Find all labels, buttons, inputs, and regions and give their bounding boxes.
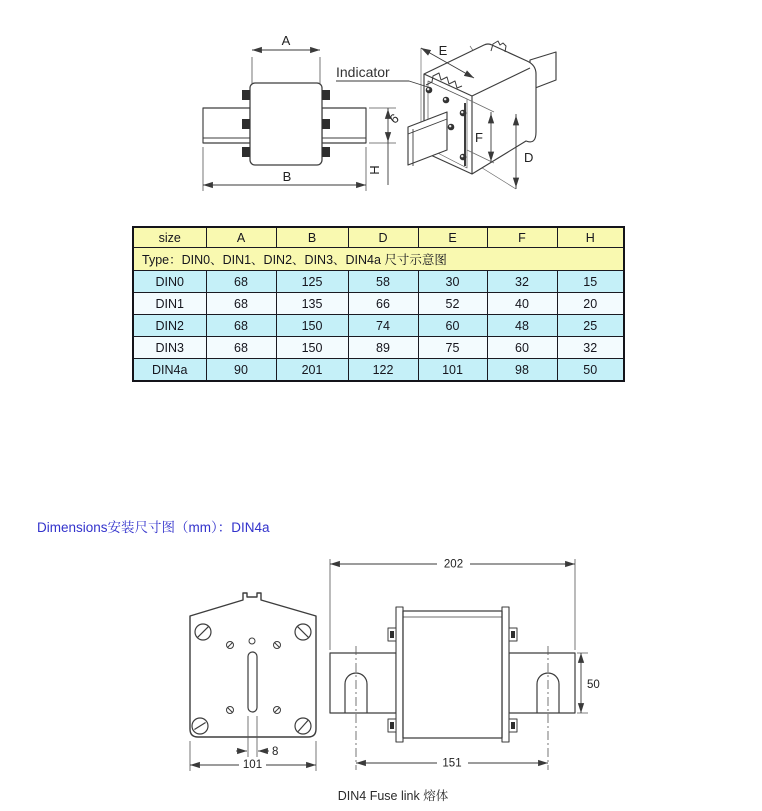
column-header-F: F xyxy=(487,227,557,248)
row-size-label: DIN4a xyxy=(133,359,206,382)
drawing-caption: DIN4 Fuse link 熔体 xyxy=(337,789,449,803)
row-size-label: DIN2 xyxy=(133,315,206,337)
row-size-label: DIN1 xyxy=(133,293,206,315)
table-row-DIN3 xyxy=(133,337,624,359)
dimension-value: 58 xyxy=(348,271,418,293)
table-row-DIN2 xyxy=(133,315,624,337)
dimension-value: 90 xyxy=(206,359,276,382)
table-title-row xyxy=(133,248,624,271)
dimension-value: 68 xyxy=(206,337,276,359)
din4a-mounting-drawing xyxy=(0,545,762,811)
column-header-H: H xyxy=(557,227,624,248)
dim-label-blade-thickness: 6 xyxy=(386,110,402,127)
left-blade xyxy=(330,653,396,713)
dimension-value: 68 xyxy=(206,293,276,315)
dimension-value: 150 xyxy=(276,337,348,359)
left-end-plate xyxy=(396,607,403,742)
dim-label-A: A xyxy=(281,33,291,48)
dimension-value: 68 xyxy=(206,315,276,337)
row-size-label: DIN0 xyxy=(133,271,206,293)
table-row-DIN0 xyxy=(133,271,624,293)
dimension-value: 68 xyxy=(206,271,276,293)
table-body xyxy=(133,271,624,382)
dimension-value: 60 xyxy=(418,315,487,337)
dimension-A xyxy=(252,50,320,84)
dimension-value: 135 xyxy=(276,293,348,315)
dimension-value: 201 xyxy=(276,359,348,382)
table-row-DIN1 xyxy=(133,293,624,315)
fuse-body xyxy=(403,611,502,738)
dimension-value: 122 xyxy=(348,359,418,382)
table-row-DIN4a xyxy=(133,359,624,382)
dimension-value: 60 xyxy=(487,337,557,359)
dim-label-B: B xyxy=(282,169,292,184)
column-header-A: A xyxy=(206,227,276,248)
dim-label-H: H xyxy=(367,165,382,175)
dimension-value: 25 xyxy=(557,315,624,337)
dim-label-E: E xyxy=(438,43,448,58)
column-header-B: B xyxy=(276,227,348,248)
dimension-value: 75 xyxy=(418,337,487,359)
dimension-value: 32 xyxy=(487,271,557,293)
dimension-value: 89 xyxy=(348,337,418,359)
table-title: Type：DIN0、DIN1、DIN2、DIN3、DIN4a 尺寸示意图 xyxy=(133,248,624,271)
dimension-value: 150 xyxy=(276,315,348,337)
dim-label-D: D xyxy=(524,150,534,165)
indicator-label: Indicator xyxy=(336,64,390,80)
dimension-value: 66 xyxy=(348,293,418,315)
column-header-E: E xyxy=(418,227,487,248)
dim-label-overall-width: 202 xyxy=(443,558,464,571)
dimension-value: 30 xyxy=(418,271,487,293)
dim-label-slot-centers: 151 xyxy=(442,757,462,770)
fuse-top-technical-drawing xyxy=(0,0,762,232)
dimension-value: 40 xyxy=(487,293,557,315)
dimension-value: 50 xyxy=(557,359,624,382)
dimension-value: 15 xyxy=(557,271,624,293)
dimension-table xyxy=(132,226,625,382)
indicator-leader-line xyxy=(336,81,431,88)
right-blade xyxy=(509,653,575,713)
dimension-value: 98 xyxy=(487,359,557,382)
din4a-front-view xyxy=(330,557,600,770)
fuse-body xyxy=(250,83,322,165)
dimension-value: 48 xyxy=(487,315,557,337)
end-plate-face-view xyxy=(190,593,316,771)
dim-label-blade-height: 50 xyxy=(587,679,600,691)
dimension-value: 125 xyxy=(276,271,348,293)
dim-label-F: F xyxy=(475,130,483,145)
dim-label-slot-width: 8 xyxy=(272,746,279,758)
right-end-plate xyxy=(502,607,509,742)
dimensions-section-heading: Dimensions安装尺寸图（mm）：DIN4a xyxy=(37,520,270,535)
dim-label-plate-width: 101 xyxy=(242,759,263,771)
dimension-value: 101 xyxy=(418,359,487,382)
column-header-D: D xyxy=(348,227,418,248)
table-header-row xyxy=(133,227,624,248)
dimension-value: 52 xyxy=(418,293,487,315)
dimension-value: 32 xyxy=(557,337,624,359)
plate-outline xyxy=(190,593,316,737)
column-header-size: size xyxy=(133,227,206,248)
row-size-label: DIN3 xyxy=(133,337,206,359)
fuse-front-view xyxy=(203,33,402,191)
dimension-value: 20 xyxy=(557,293,624,315)
dimension-value: 74 xyxy=(348,315,418,337)
